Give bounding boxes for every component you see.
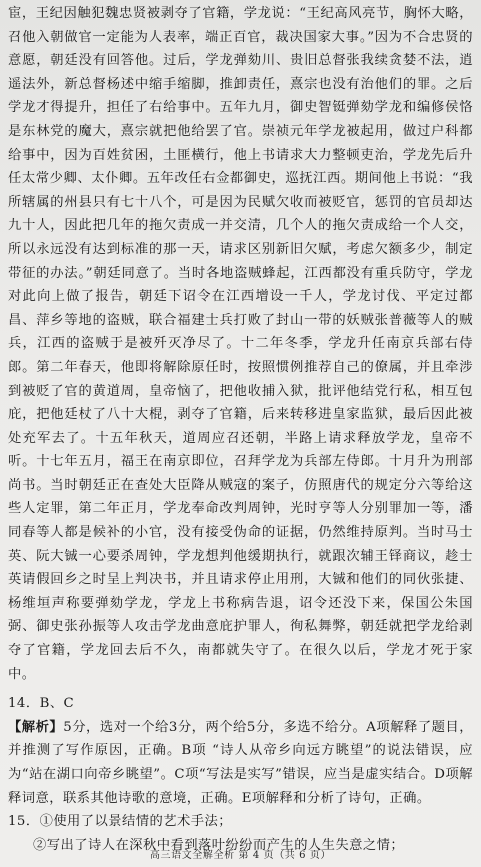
q14-analysis-paragraph [8,716,473,810]
q15-answer-line-1: 15．①使用了以景结情的艺术手法； [8,814,233,830]
analysis-label: 【解析】 [8,719,64,735]
translation-paragraph: 宦，王纪因触犯魏忠贤被剥夺了官籍，学龙说：“王纪高风亮节，胸怀大略，召他入朝做官一定能为人表率，端正百官，裁决国家大事。”因为不合忠贤的意愿，朝廷没有回答他。过后，学龙弹劾川、贵旧总督张我续贪婪不法，逍遥法外，新总督杨述中缩手缩脚，推卸责任，熹宗也没有治他们的罪。之后学龙才得提升，担任了右给事中。五年九月，御史智铤弹劾学龙和编修侯恪是东林党的魔大，熹宗就把他给罢了官。崇祯元年学龙被起用，做过户科都给事中，因为百姓贫困，土匪横行，他上书请求大力整顿吏治，学龙先后升任太常少卿、太仆卿。五年改任右佥都御史，巡抚江西。期间他上书说：“我所辖属的州县只有七十八个，可是因为民赋欠收而被贬官，惩罚的官员却达九十人，因此把几年的拖欠责成一并交清，几个人的拖欠责成给一个人交，所以永远没有达到标准的那一天，请求区别新旧欠赋，考虑欠额多少，制定带征的办法。”朝廷同意了。当时各地盗贼蜂起，江西都没有重兵防守，学龙对此向上做了报告，朝廷下诏令在江西增设一千人，学龙讨伐、平定过都昌、萍乡等地的盗贼，联合福建士兵打败了封山一带的妖贼张普薇等人的贼兵，江西的盗贼于是被歼灭净尽了。十二年冬季，学龙升任南京兵部右侍郎。第二年春天，他即将解除原任时，按照惯例推荐自己的僚属，并且牵涉到被贬了官的黄道周，皇帝恼了，把他收捕入狱，批评他结党行私，相互包庇，把他廷杖了八十大棍，剥夺了官籍，后来转移进皇家监狱，最后因此被处充军去了。十五年秋天，道周应召还朝，半路上请求释放学龙，皇帝不听。十七年五月，福王在南京即位，召拜学龙为兵部左侍郎。十月升为刑部尚书。当时朝廷正在查处大臣降从贼寇的案子，仿照唐代的规定分六等给这些人定罪，第二年正月，学龙奉命改判周钟，光时亨等人分别罪加一等，潘同春等人都是候补的小官，没有接受伪命的证据，仍然维持原判。当时马士英、阮大铖一心要杀周钟，学龙想判他缓期执行，就跟次辅王铎商议，趁士英请假回乡之时呈上判决书，并且请求停止用刑，大铖和他们的同伙张捷、杨维垣声称要弹劾学龙，学龙上书称病告退，诏令还没下来，保国公朱国弼、御史张孙振等人攻击学龙曲意庇护罪人，徇私舞弊，朝廷就把学龙给剥夺了官籍，学龙回去后不久，南都就失守了。在很久以后，学龙才死于家中。 [8,6,473,682]
q14-analysis-text: 5分，选对一个给3分，两个给5分，多选不给分。A项解释了题目，并推测了写作原因，正确。B项 “诗人从帝乡向远方眺望”的说法错误，应为“站在湖口向帝乡眺望”。C项“写法是实写”错误，应当是虚实结合。D项解释词意，联系其他诗歌的意境，正确。E项解释和分析了诗句，正确。 [8,719,473,806]
q15-answer-line-2: ②写出了诗人在深秋中看到落叶纷纷而产生的人生失意之情； [33,837,405,853]
page-footer: 高三语文全解全析 第 4 页（共 6 页） [149,850,332,861]
q14-answer: 14．B、C [8,696,75,712]
